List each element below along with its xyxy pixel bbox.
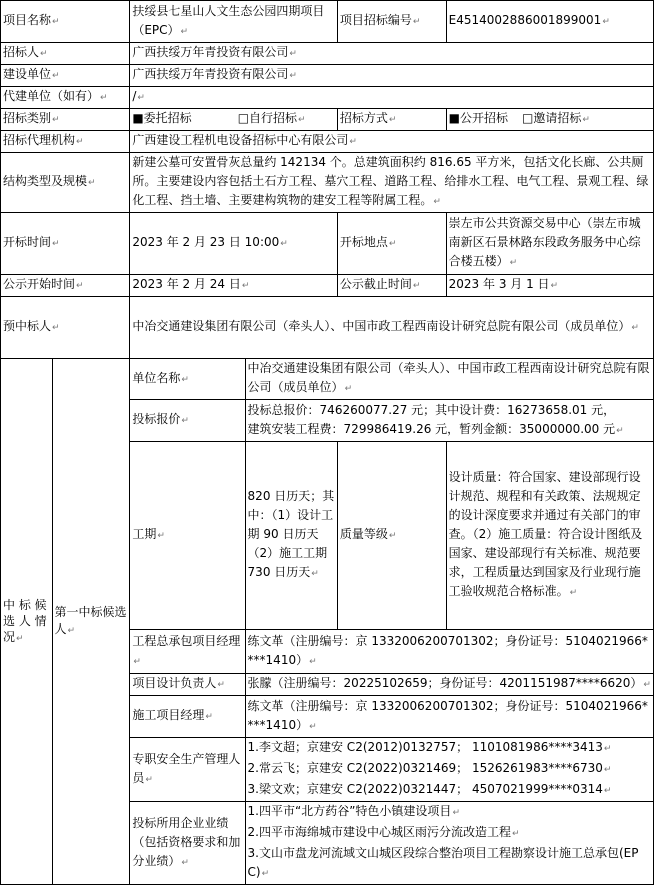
performance-item: 2.四平市海绵城市建设中心城区雨污分流改造工程 ↵ <box>248 823 651 844</box>
candidate-unit: 中冶交通建设集团有限公司（牵头人）、中国市政工程西南设计研究总院有限公司（成员单位） ↵ <box>245 359 653 400</box>
bid-type-option-self: □自行招标 ↵ <box>238 111 306 125</box>
safety-person: 1.李文超；京建安 C2(2012)0132757； 1101081986****3413 ↵ <box>248 738 651 759</box>
project-name-label: 项目名称 ↵ <box>1 1 130 43</box>
candidate-period-label: 工期 ↵ <box>130 442 245 630</box>
safety-person: 3.梁文欢；京建安 C2(2022)0321447； 4507021999****0314 ↵ <box>248 780 651 801</box>
candidate-unit-label: 单位名称 ↵ <box>130 359 245 400</box>
open-time-label: 开标时间 ↵ <box>1 213 130 275</box>
row-open-time <box>1 213 654 275</box>
candidate-designer-label: 项目设计负责人 ↵ <box>130 674 245 696</box>
builder: 广西扶绥万年青投资有限公司 ↵ <box>130 65 654 87</box>
candidate-quote <box>245 400 653 442</box>
agent-unit-label: 代建单位（如有） ↵ <box>1 87 130 109</box>
bid-type-option-entrusted: ■委托招标 <box>132 111 192 125</box>
pub-start-label: 公示开始时间 ↵ <box>1 275 130 297</box>
row-project-name <box>1 1 654 43</box>
pub-end-label: 公示截止时间 ↵ <box>337 275 446 297</box>
performance-item: 1.四平市“北方药谷”特色小镇建设项目 ↵ <box>248 802 651 823</box>
candidate-perf-list <box>245 802 653 885</box>
candidate-pm: 练文革（注册编号：京 1332006200701302；身份证号：5104021966****1410） ↵ <box>245 630 653 674</box>
candidate-period: 820 日历天；其中：（1）设计工期 90 日历天（2）施工工期 730 日历天 ↵ <box>245 442 337 630</box>
open-time: 2023 年 2 月 23 日 10:00 ↵ <box>130 213 338 275</box>
candidate-construct-mgr: 练文革（注册编号：京 1332006200701302；身份证号：5104021966****1410） ↵ <box>245 696 653 738</box>
candidate-pm-label: 工程总承包项目经理 ↵ <box>130 630 245 674</box>
bid-method-option-invite: □邀请招标 ↵ <box>522 111 590 125</box>
candidate-perf-label: 投标所用企业业绩（包括资格要求和加分业绩） ↵ <box>130 802 245 885</box>
performance-item: 3.文山市盘龙河流域文山城区段综合整治项目工程勘察设计施工总承包(EPC) ↵ <box>248 844 651 884</box>
candidate-construct-mgr-label: 施工项目经理 ↵ <box>130 696 245 738</box>
candidate-quality-label: 质量等级 ↵ <box>337 442 446 630</box>
pub-start: 2023 年 2 月 24 日 ↵ <box>130 275 338 297</box>
agency-label: 招标代理机构 ↵ <box>1 131 130 153</box>
candidate-quality: 设计质量：符合国家、建设部现行设计规范、规程和有关政策、法规规定的设计深度要求并通过有关部门的审查。（2）施工质量：符合设计图纸及国家、建设部现行有关标准、规范要求，工程质量达到国家及行业现行施工验收规范合格标准。 ↵ <box>446 442 653 630</box>
agency: 广西建设工程机电设备招标中心有限公司 ↵ <box>130 131 654 153</box>
bid-method-options <box>446 109 653 131</box>
project-name: 扶绥县七星山人文生态公园四期项目（EPC） ↵ <box>130 1 338 43</box>
candidate-safety-list <box>245 738 653 802</box>
bid-method-option-open: ■公开招标 <box>448 111 508 125</box>
open-place-label: 开标地点 ↵ <box>337 213 446 275</box>
bid-no: E4514002886001899001 ↵ <box>446 1 653 43</box>
candidate-quote-line2: 建筑安装工程费：729986419.26 元，暂列金额：35000000.00 元 ↵ <box>248 420 651 441</box>
candidate-quote-line1: 投标总报价：746260077.27 元；其中设计费：16273658.01 元， <box>247 402 616 417</box>
row-tenderer <box>1 43 654 65</box>
agent-unit: / ↵ <box>130 87 654 109</box>
row-winner <box>1 297 654 359</box>
candidate-quote-label: 投标报价 ↵ <box>130 400 245 442</box>
bid-type-label: 招标类别 ↵ <box>1 109 130 131</box>
row-scale <box>1 153 654 213</box>
winner: 中冶交通建设集团有限公司（牵头人）、中国市政工程西南设计研究总院有限公司（成员单位） ↵ <box>130 297 654 359</box>
candidate-safety-label: 专职安全生产管理人员 ↵ <box>130 738 245 802</box>
row-agency <box>1 131 654 153</box>
row-bid-type <box>1 109 654 131</box>
candidate-rank-label: 第一中标候选人 ↵ <box>52 359 130 885</box>
bid-no-label: 项目招标编号 ↵ <box>337 1 446 43</box>
winner-label: 预中标人 ↵ <box>1 297 130 359</box>
scale-label: 结构类型及规模 ↵ <box>1 153 130 213</box>
pub-end: 2023 年 3 月 1 日 ↵ <box>446 275 653 297</box>
candidate-designer: 张朦（注册编号：20225102659；身份证号：4201151987****6620） ↵ <box>245 674 653 696</box>
row-publicity <box>1 275 654 297</box>
candidate-section-label: 中 标 候 选 人 情 况 ↵ <box>1 359 53 885</box>
row-candidate-unit <box>1 359 654 400</box>
bid-type-options <box>130 109 338 131</box>
tenderer: 广西扶绥万年青投资有限公司 ↵ <box>130 43 654 65</box>
row-agent-unit <box>1 87 654 109</box>
open-place: 崇左市公共资源交易中心（崇左市城南新区石景林路东段政务服务中心综合楼五楼） ↵ <box>446 213 653 275</box>
safety-person: 2.常云飞；京建安 C2(2022)0321469； 1526261983****6730 ↵ <box>248 759 651 780</box>
builder-label: 建设单位 ↵ <box>1 65 130 87</box>
row-builder <box>1 65 654 87</box>
bid-method-label: 招标方式 ↵ <box>337 109 446 131</box>
scale-description: 新建公墓可安置骨灰总量约 142134 个。总建筑面积约 816.65 平方米，包括文化长廊、公共厕所。主要建设内容包括土石方工程、墓穴工程、道路工程、给排水工程、电气工程、景观工程、绿化工程、挡土墙、主要建构筑物的建安工程等附属工程。 ↵ <box>130 153 654 213</box>
tenderer-label: 招标人 ↵ <box>1 43 130 65</box>
